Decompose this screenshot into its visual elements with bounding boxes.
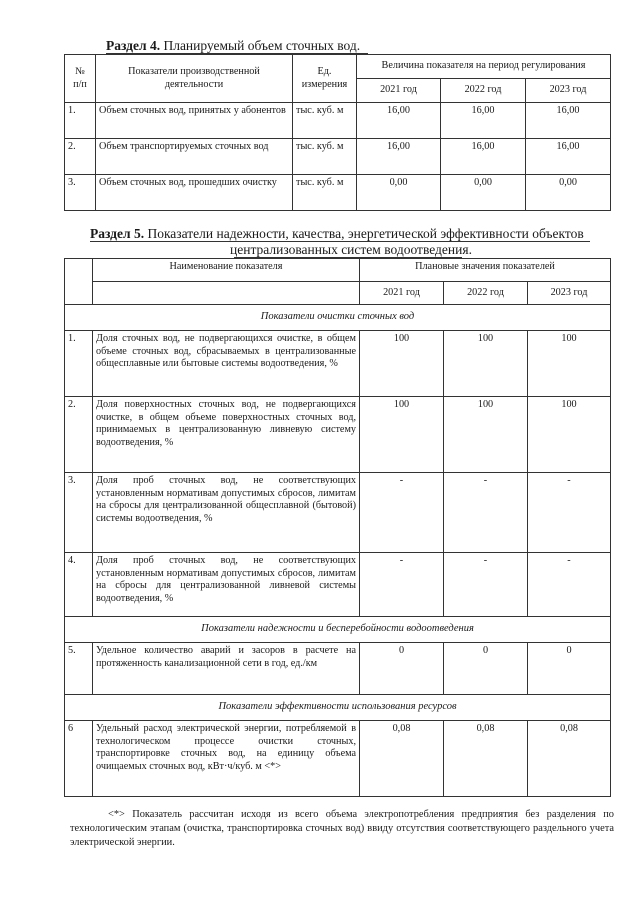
row-value: - xyxy=(528,473,611,553)
row-name: Объем сточных вод, прошедших очистку xyxy=(96,175,293,211)
row-num: 1. xyxy=(65,103,96,139)
header-year-2023: 2023 год xyxy=(526,79,611,103)
header-indicator-empty xyxy=(93,282,360,305)
table-row xyxy=(65,553,611,617)
table-row xyxy=(65,175,611,211)
row-value: 100 xyxy=(528,397,611,473)
row-name: Доля проб сточных вод, не соответствующих установленным нормативам допустимых сбросов, лимитам на сбросы для централизованной ливневой системы водоотведения, % xyxy=(93,553,360,617)
row-value: - xyxy=(444,473,528,553)
section4-title-text: Планируемый объем сточных вод. xyxy=(160,38,361,53)
row-value: 0,08 xyxy=(444,721,528,797)
row-name: Доля проб сточных вод, не соответствующих установленным нормативам допустимых сбросов, лимитам на сбросы для централизованной общесплавной (бытовой) системы водоотведения, % xyxy=(93,473,360,553)
row-value: 0 xyxy=(528,643,611,695)
row-value: 0,00 xyxy=(357,175,441,211)
header-year-2022: 2022 год xyxy=(441,79,526,103)
row-value: - xyxy=(360,473,444,553)
row-unit: тыс. куб. м xyxy=(293,175,357,211)
section5-title-bold: Раздел 5. xyxy=(90,226,145,241)
footnote: <*> Показатель рассчитан исходя из всего объема электропотребления предприятия без разделения по технологическим этапам (очистка, транспортировка сточных вод) ввиду отсутствия соответствующего раздельного учета электрической энергии. xyxy=(70,809,614,848)
table-row xyxy=(65,397,611,473)
row-name: Объем транспортируемых сточных вод xyxy=(96,139,293,175)
section5-title-text: Показатели надежности, качества, энергетической эффективности объектов xyxy=(144,226,584,241)
table-row xyxy=(65,721,611,797)
table-row xyxy=(65,139,611,175)
header-year-2022: 2022 год xyxy=(444,282,528,305)
table-row xyxy=(65,103,611,139)
table-row xyxy=(65,473,611,553)
row-value: - xyxy=(528,553,611,617)
header-planned: Плановые значения показателей xyxy=(360,259,611,282)
row-num: 3. xyxy=(65,473,93,553)
group-title: Показатели надежности и бесперебойности водоотведения xyxy=(65,617,611,643)
row-value: 100 xyxy=(444,397,528,473)
row-value: 16,00 xyxy=(526,139,611,175)
row-unit: тыс. куб. м xyxy=(293,103,357,139)
row-num: 4. xyxy=(65,553,93,617)
row-name: Доля поверхностных сточных вод, не подвергающихся очистке, в общем объеме поверхностных сточных вод, принимаемых в централизованную ливневую систему водоотведения, % xyxy=(93,397,360,473)
table-row xyxy=(65,331,611,397)
row-value: 0,00 xyxy=(526,175,611,211)
row-value: 0 xyxy=(360,643,444,695)
row-num: 2. xyxy=(65,139,96,175)
row-value: - xyxy=(444,553,528,617)
row-value: - xyxy=(360,553,444,617)
row-value: 0 xyxy=(444,643,528,695)
group-title: Показатели очистки сточных вод xyxy=(65,305,611,331)
row-value: 16,00 xyxy=(526,103,611,139)
header-period: Величина показателя на период регулирования xyxy=(357,55,611,79)
row-num: 5. xyxy=(65,643,93,695)
header-num: № п/п xyxy=(65,55,96,103)
row-num: 6 xyxy=(65,721,93,797)
row-value: 0,08 xyxy=(360,721,444,797)
section4-table xyxy=(64,54,611,211)
row-value: 0,08 xyxy=(528,721,611,797)
row-unit: тыс. куб. м xyxy=(293,139,357,175)
row-num: 3. xyxy=(65,175,96,211)
row-value: 16,00 xyxy=(441,103,526,139)
row-value: 16,00 xyxy=(357,139,441,175)
section5-title-underline-1 xyxy=(90,241,590,242)
row-name: Удельное количество аварий и засоров в расчете на протяженность канализационной сети в год, ед./км xyxy=(93,643,360,695)
row-value: 100 xyxy=(444,331,528,397)
section5-table xyxy=(64,258,611,797)
section5-title-line2: централизованных систем водоотведения. xyxy=(230,242,472,257)
row-num: 2. xyxy=(65,397,93,473)
row-name: Объем сточных вод, принятых у абонентов xyxy=(96,103,293,139)
header-year-2021: 2021 год xyxy=(357,79,441,103)
row-value: 100 xyxy=(360,397,444,473)
row-value: 100 xyxy=(528,331,611,397)
row-value: 100 xyxy=(360,331,444,397)
header-indicator: Показатели производственной деятельности xyxy=(96,55,293,103)
row-value: 0,00 xyxy=(441,175,526,211)
header-num-empty xyxy=(65,259,93,305)
header-year-2021: 2021 год xyxy=(360,282,444,305)
header-unit: Ед. измерения xyxy=(293,55,357,103)
section5-title xyxy=(90,226,584,242)
row-num: 1. xyxy=(65,331,93,397)
header-indicator-name: Наименование показателя xyxy=(93,259,360,282)
row-name: Доля сточных вод, не подвергающихся очистке, в общем объеме сточных вод, сбрасываемых в централизованные общесплавные или бытовые системы водоотведения, % xyxy=(93,331,360,397)
group-title: Показатели эффективности использования ресурсов xyxy=(65,695,611,721)
section4-title-bold: Раздел 4. xyxy=(106,38,161,53)
header-year-2023: 2023 год xyxy=(528,282,611,305)
section4-title xyxy=(106,38,360,54)
row-name: Удельный расход электрической энергии, потребляемой в технологическом процессе очистки сточных, транспортировке сточных вод, на единицу объема очищаемых сточных вод, кВт·ч/куб. м <*> xyxy=(93,721,360,797)
table-row xyxy=(65,643,611,695)
row-value: 16,00 xyxy=(357,103,441,139)
row-value: 16,00 xyxy=(441,139,526,175)
